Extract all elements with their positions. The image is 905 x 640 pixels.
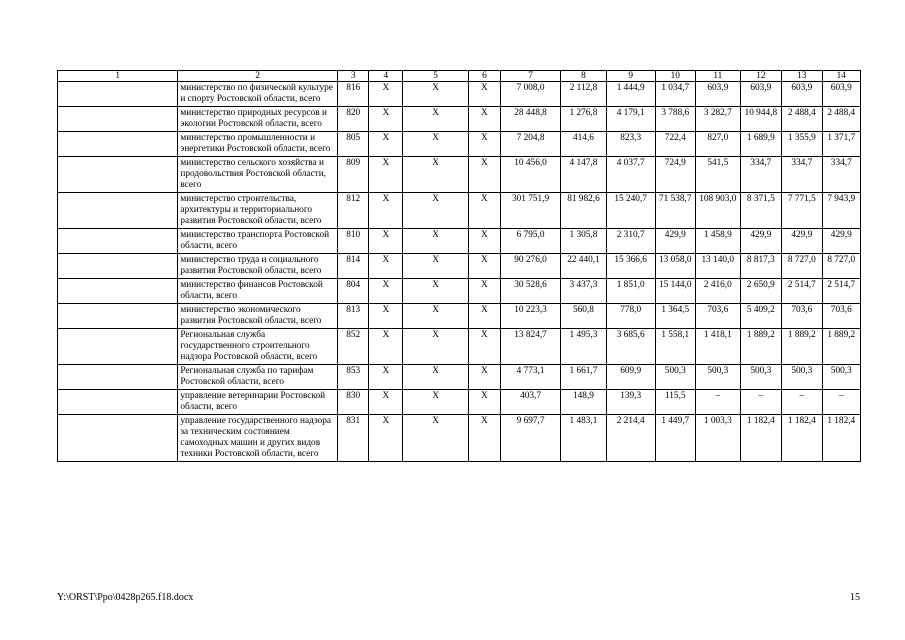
mark-cell: X xyxy=(369,304,403,329)
table-row xyxy=(58,365,861,390)
first-column-cell xyxy=(58,365,178,390)
value-cell: 703,6 xyxy=(822,304,860,329)
table-row xyxy=(58,132,861,157)
budget-table xyxy=(57,70,861,462)
first-column-cell xyxy=(58,304,178,329)
value-cell: 500,3 xyxy=(740,365,781,390)
mark-cell: X xyxy=(468,279,500,304)
mark-cell: X xyxy=(468,229,500,254)
mark-cell: X xyxy=(369,82,403,107)
mark-cell: X xyxy=(403,193,468,229)
value-cell: 1 364,5 xyxy=(655,304,695,329)
mark-cell: X xyxy=(403,365,468,390)
value-cell: 603,9 xyxy=(695,82,740,107)
mark-cell: X xyxy=(468,329,500,365)
value-cell: 1 371,7 xyxy=(822,132,860,157)
organization-name-cell: министерство сельского хозяйства и продовольствия Ростовской области, всего xyxy=(178,157,338,193)
table-row xyxy=(58,279,861,304)
mark-cell: X xyxy=(403,415,468,462)
value-cell: 1 889,2 xyxy=(822,329,860,365)
value-cell: 1 483,1 xyxy=(561,415,607,462)
mark-cell: X xyxy=(369,279,403,304)
column-number-header: 12 xyxy=(740,71,781,82)
organization-name-cell: Региональная служба государственного строительного надзора Ростовской области, всего xyxy=(178,329,338,365)
value-cell: 823,3 xyxy=(606,132,655,157)
value-cell: 3 437,3 xyxy=(561,279,607,304)
code-cell: 830 xyxy=(338,390,369,415)
value-cell: 8 727,0 xyxy=(822,254,860,279)
value-cell: 722,4 xyxy=(655,132,695,157)
value-cell: 15 366,6 xyxy=(606,254,655,279)
mark-cell: X xyxy=(468,107,500,132)
organization-name-cell: министерство труда и социального развития Ростовской области, всего xyxy=(178,254,338,279)
mark-cell: X xyxy=(403,254,468,279)
code-cell: 813 xyxy=(338,304,369,329)
value-cell: 8 727,0 xyxy=(782,254,822,279)
first-column-cell xyxy=(58,254,178,279)
column-number-header: 5 xyxy=(403,71,468,82)
organization-name-cell: министерство строительства, архитектуры и территориального развития Ростовской области, всего xyxy=(178,193,338,229)
first-column-cell xyxy=(58,107,178,132)
code-cell: 814 xyxy=(338,254,369,279)
value-cell: 724,9 xyxy=(655,157,695,193)
column-number-header: 10 xyxy=(655,71,695,82)
value-cell: 2 214,4 xyxy=(606,415,655,462)
value-cell: 560,8 xyxy=(561,304,607,329)
first-column-cell xyxy=(58,193,178,229)
value-cell: 1 851,0 xyxy=(606,279,655,304)
organization-name-cell: министерство по физической культуре и спорту Ростовской области, всего xyxy=(178,82,338,107)
mark-cell: X xyxy=(468,304,500,329)
value-cell: 429,9 xyxy=(782,229,822,254)
mark-cell: X xyxy=(403,304,468,329)
table-row xyxy=(58,107,861,132)
value-cell: 13 824,7 xyxy=(500,329,560,365)
footer-file-path: Y:\ORST\Ppo\0428p265.f18.docx xyxy=(57,592,194,603)
value-cell: 15 144,0 xyxy=(655,279,695,304)
value-cell: 1 889,2 xyxy=(782,329,822,365)
value-cell: 2 514,7 xyxy=(782,279,822,304)
value-cell: 827,0 xyxy=(695,132,740,157)
value-cell: 414,6 xyxy=(561,132,607,157)
code-cell: 812 xyxy=(338,193,369,229)
mark-cell: X xyxy=(369,132,403,157)
mark-cell: X xyxy=(403,329,468,365)
column-number-header: 4 xyxy=(369,71,403,82)
mark-cell: X xyxy=(468,254,500,279)
mark-cell: X xyxy=(369,329,403,365)
value-cell: 778,0 xyxy=(606,304,655,329)
value-cell: 108 903,0 xyxy=(695,193,740,229)
value-cell: 148,9 xyxy=(561,390,607,415)
value-cell: 8 817,3 xyxy=(740,254,781,279)
mark-cell: X xyxy=(468,365,500,390)
value-cell: 1 276,8 xyxy=(561,107,607,132)
organization-name-cell: министерство экономического развития Ростовской области, всего xyxy=(178,304,338,329)
value-cell: 1 182,4 xyxy=(782,415,822,462)
value-cell: 10 944,8 xyxy=(740,107,781,132)
value-cell: 28 448,8 xyxy=(500,107,560,132)
code-cell: 820 xyxy=(338,107,369,132)
value-cell: 603,9 xyxy=(782,82,822,107)
value-cell: 500,3 xyxy=(782,365,822,390)
value-cell: 703,6 xyxy=(695,304,740,329)
value-cell: 7 943,9 xyxy=(822,193,860,229)
value-cell: 115,5 xyxy=(655,390,695,415)
value-cell: 1 355,9 xyxy=(782,132,822,157)
table-row xyxy=(58,229,861,254)
value-cell: 1 661,7 xyxy=(561,365,607,390)
mark-cell: X xyxy=(369,229,403,254)
table-row xyxy=(58,390,861,415)
organization-name-cell: министерство промышленности и энергетики Ростовской области, всего xyxy=(178,132,338,157)
column-number-header: 8 xyxy=(561,71,607,82)
value-cell: 301 751,9 xyxy=(500,193,560,229)
first-column-cell xyxy=(58,390,178,415)
value-cell: – xyxy=(782,390,822,415)
mark-cell: X xyxy=(468,82,500,107)
value-cell: 30 528,6 xyxy=(500,279,560,304)
mark-cell: X xyxy=(468,157,500,193)
first-column-cell xyxy=(58,82,178,107)
code-cell: 852 xyxy=(338,329,369,365)
code-cell: 809 xyxy=(338,157,369,193)
organization-name-cell: министерство природных ресурсов и экологии Ростовской области, всего xyxy=(178,107,338,132)
value-cell: 3 788,6 xyxy=(655,107,695,132)
value-cell: 2 514,7 xyxy=(822,279,860,304)
code-cell: 816 xyxy=(338,82,369,107)
value-cell: 2 310,7 xyxy=(606,229,655,254)
value-cell: 1 558,1 xyxy=(655,329,695,365)
value-cell: 429,9 xyxy=(740,229,781,254)
value-cell: 10 456,0 xyxy=(500,157,560,193)
value-cell: 1 689,9 xyxy=(740,132,781,157)
mark-cell: X xyxy=(403,279,468,304)
value-cell: 10 223,3 xyxy=(500,304,560,329)
value-cell: 7 771,5 xyxy=(782,193,822,229)
first-column-cell xyxy=(58,329,178,365)
mark-cell: X xyxy=(369,415,403,462)
value-cell: 334,7 xyxy=(740,157,781,193)
first-column-cell xyxy=(58,279,178,304)
value-cell: – xyxy=(695,390,740,415)
value-cell: 5 409,2 xyxy=(740,304,781,329)
value-cell: 4 179,1 xyxy=(606,107,655,132)
table-row xyxy=(58,193,861,229)
value-cell: – xyxy=(822,390,860,415)
value-cell: 2 112,8 xyxy=(561,82,607,107)
column-number-header: 11 xyxy=(695,71,740,82)
organization-name-cell: министерство финансов Ростовской области, всего xyxy=(178,279,338,304)
mark-cell: X xyxy=(468,193,500,229)
table-body xyxy=(58,82,861,462)
mark-cell: X xyxy=(403,107,468,132)
column-number-header: 6 xyxy=(468,71,500,82)
column-number-header: 7 xyxy=(500,71,560,82)
value-cell: 334,7 xyxy=(782,157,822,193)
value-cell: 7 008,0 xyxy=(500,82,560,107)
page-number: 15 xyxy=(850,592,860,603)
mark-cell: X xyxy=(468,390,500,415)
value-cell: 1 003,3 xyxy=(695,415,740,462)
organization-name-cell: министерство транспорта Ростовской области, всего xyxy=(178,229,338,254)
value-cell: 1 418,1 xyxy=(695,329,740,365)
column-number-header: 14 xyxy=(822,71,860,82)
value-cell: 4 037,7 xyxy=(606,157,655,193)
column-number-header: 2 xyxy=(178,71,338,82)
value-cell: 8 371,5 xyxy=(740,193,781,229)
value-cell: 2 416,0 xyxy=(695,279,740,304)
value-cell: 6 795,0 xyxy=(500,229,560,254)
column-number-header: 9 xyxy=(606,71,655,82)
column-number-header: 13 xyxy=(782,71,822,82)
value-cell: – xyxy=(740,390,781,415)
value-cell: 429,9 xyxy=(822,229,860,254)
value-cell: 500,3 xyxy=(695,365,740,390)
value-cell: 500,3 xyxy=(822,365,860,390)
value-cell: 603,9 xyxy=(822,82,860,107)
value-cell: 7 204,8 xyxy=(500,132,560,157)
value-cell: 541,5 xyxy=(695,157,740,193)
organization-name-cell: управление государственного надзора за техническим состоянием самоходных машин и других видов техники Ростовской области, всего xyxy=(178,415,338,462)
mark-cell: X xyxy=(369,390,403,415)
mark-cell: X xyxy=(403,157,468,193)
value-cell: 13 058,0 xyxy=(655,254,695,279)
value-cell: 1 889,2 xyxy=(740,329,781,365)
table-row xyxy=(58,329,861,365)
first-column-cell xyxy=(58,415,178,462)
code-cell: 804 xyxy=(338,279,369,304)
code-cell: 805 xyxy=(338,132,369,157)
table-row xyxy=(58,157,861,193)
value-cell: 81 982,6 xyxy=(561,193,607,229)
value-cell: 139,3 xyxy=(606,390,655,415)
mark-cell: X xyxy=(369,365,403,390)
value-cell: 22 440,1 xyxy=(561,254,607,279)
value-cell: 2 488,4 xyxy=(822,107,860,132)
value-cell: 4 773,1 xyxy=(500,365,560,390)
value-cell: 71 538,7 xyxy=(655,193,695,229)
value-cell: 2 650,9 xyxy=(740,279,781,304)
mark-cell: X xyxy=(468,132,500,157)
value-cell: 1 034,7 xyxy=(655,82,695,107)
value-cell: 500,3 xyxy=(655,365,695,390)
value-cell: 703,6 xyxy=(782,304,822,329)
first-column-cell xyxy=(58,132,178,157)
value-cell: 13 140,0 xyxy=(695,254,740,279)
first-column-cell xyxy=(58,229,178,254)
value-cell: 1 182,4 xyxy=(740,415,781,462)
mark-cell: X xyxy=(369,107,403,132)
table-row xyxy=(58,82,861,107)
value-cell: 2 488,4 xyxy=(782,107,822,132)
value-cell: 9 697,7 xyxy=(500,415,560,462)
value-cell: 1 305,8 xyxy=(561,229,607,254)
value-cell: 429,9 xyxy=(655,229,695,254)
value-cell: 603,9 xyxy=(740,82,781,107)
first-column-cell xyxy=(58,157,178,193)
table-row xyxy=(58,304,861,329)
column-number-row xyxy=(58,71,861,82)
value-cell: 4 147,8 xyxy=(561,157,607,193)
table-row xyxy=(58,254,861,279)
value-cell: 334,7 xyxy=(822,157,860,193)
value-cell: 1 458,9 xyxy=(695,229,740,254)
value-cell: 609,9 xyxy=(606,365,655,390)
mark-cell: X xyxy=(468,415,500,462)
mark-cell: X xyxy=(369,157,403,193)
value-cell: 1 182,4 xyxy=(822,415,860,462)
mark-cell: X xyxy=(403,82,468,107)
code-cell: 831 xyxy=(338,415,369,462)
table-row xyxy=(58,415,861,462)
value-cell: 403,7 xyxy=(500,390,560,415)
mark-cell: X xyxy=(403,132,468,157)
value-cell: 3 685,6 xyxy=(606,329,655,365)
organization-name-cell: Региональная служба по тарифам Ростовской области, всего xyxy=(178,365,338,390)
organization-name-cell: управление ветеринарии Ростовской области, всего xyxy=(178,390,338,415)
mark-cell: X xyxy=(403,229,468,254)
value-cell: 90 276,0 xyxy=(500,254,560,279)
column-number-header: 3 xyxy=(338,71,369,82)
value-cell: 1 449,7 xyxy=(655,415,695,462)
value-cell: 1 444,9 xyxy=(606,82,655,107)
mark-cell: X xyxy=(369,193,403,229)
mark-cell: X xyxy=(369,254,403,279)
value-cell: 15 240,7 xyxy=(606,193,655,229)
mark-cell: X xyxy=(403,390,468,415)
value-cell: 3 282,7 xyxy=(695,107,740,132)
code-cell: 853 xyxy=(338,365,369,390)
value-cell: 1 495,3 xyxy=(561,329,607,365)
code-cell: 810 xyxy=(338,229,369,254)
column-number-header: 1 xyxy=(58,71,178,82)
